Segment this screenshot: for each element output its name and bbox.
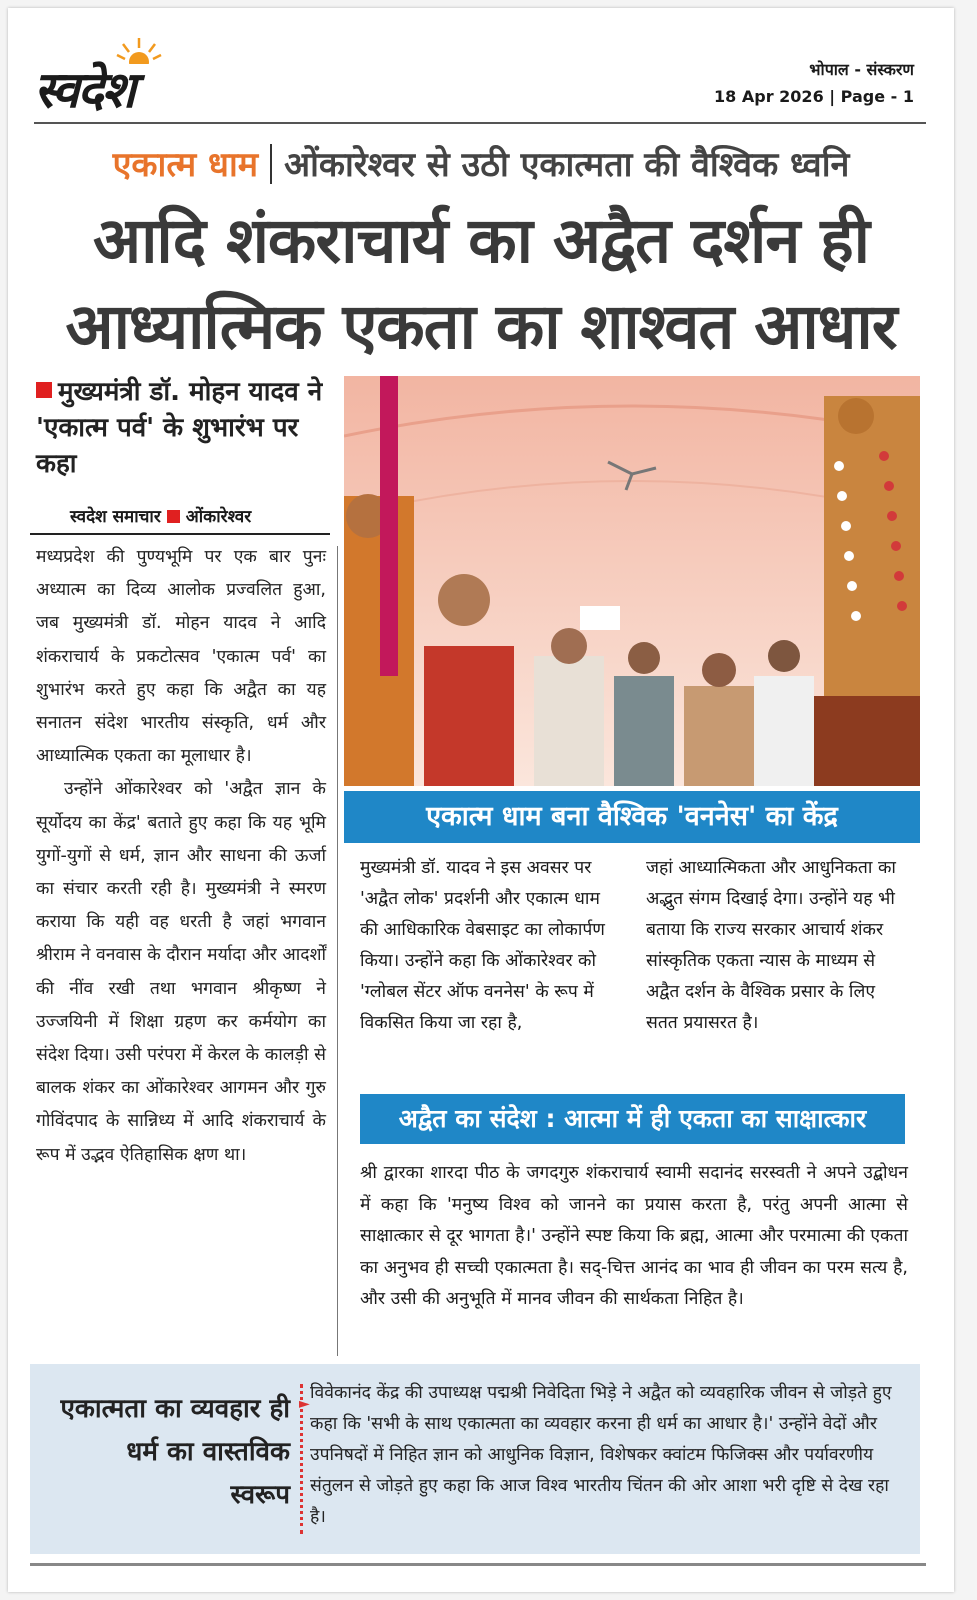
headline-line-1: आदि शंकराचार्य का अद्वैत दर्शन ही <box>93 204 869 277</box>
paragraph: उन्होंने ओंकारेश्वर को 'अद्वैत ज्ञान के सूर्योदय का केंद्र' बताते हुए कहा कि यह भूमि युगों-युगों से धर्म, ज्ञान और साधना की ऊर्जा का संचार करती रही है। मुख्यमंत्री ने स्मरण कराया कि यही वह धरती है जहां भगवान श्रीराम ने वनवास के दौरान मर्यादा और आदर्शों की नींव रखी तथा भगवान श्रीकृष्ण ने उज्जयिनी में शिक्षा ग्रहण कर कर्मयोग का संदेश दिया। उसी परंपरा में केरल के कालड़ी से बालक शंकर का ओंकारेश्वर आगमन और गुरु गोविंदपाद के सान्निध्य में आदि शंकराचार्य के रूप में उद्भव ऐतिहासिक क्षण था। <box>36 779 326 1165</box>
byline-source: स्वदेश समाचार <box>70 507 161 527</box>
headline <box>28 198 934 370</box>
bullet-square-icon <box>36 382 52 398</box>
page-bottom-rule <box>30 1563 926 1566</box>
kicker-label: एकात्म धाम <box>112 145 259 185</box>
section-heading-oneness: एकात्म धाम बना वैश्विक 'वननेस' का केंद्र <box>344 791 920 843</box>
article-body-left <box>30 541 330 1172</box>
masthead <box>8 8 954 119</box>
deck <box>30 374 330 482</box>
kicker-separator <box>270 144 272 184</box>
highlight-box <box>30 1364 920 1554</box>
section-advaita-body: श्री द्वारका शारदा पीठ के जगदगुरु शंकराचार्य स्वामी सदानंद सरस्वती ने अपने उद्बोधन में कहा कि 'मनुष्य विश्व को जानने का प्रयास करता है, परंतु अपनी आत्मा से साक्षात्कार से दूर भागता है।' उन्होंने स्पष्ट किया कि ब्रह्म, आत्मा और परमात्मा की एकता का अनुभव ही सच्ची एकात्मता है। सद्-चित्त आनंद का भाव ही जीवन का परम सत्य है, और उसी की अनुभूति में मानव जीवन की सार्थकता निहित है। <box>360 1163 908 1309</box>
paragraph: मध्यप्रदेश की पुण्यभूमि पर एक बार पुनः अध्यात्म का दिव्य आलोक प्रज्वलित हुआ, जब मुख्यमंत्री डॉ. मोहन यादव ने आदि शंकराचार्य के प्रकटोत्सव 'एकात्म पर्व' का शुभारंभ करते हुए कहा कि अद्वैत का यह सनातन संदेश भारतीय संस्कृति, धर्म और आध्यात्मिक एकता का मूलाधार है। <box>36 547 326 767</box>
deck-text: मुख्यमंत्री डॉ. मोहन यादव ने 'एकात्म पर्व' के शुभारंभ पर कहा <box>36 377 323 479</box>
paragraph: मुख्यमंत्री डॉ. यादव ने इस अवसर पर 'अद्वैत लोक' प्रदर्शनी और एकात्म धाम की आधिकारिक वेबसाइट का लोकार्पण किया। उन्होंने कहा कि ओंकारेश्वर को 'ग्लोबल सेंटर ऑफ वननेस' के रूप में विकसित किया जा रहा है, <box>360 858 605 1033</box>
arrow-icon: ► <box>299 1396 310 1412</box>
highlight-title: एकात्मता का व्यवहार ही धर्म का वास्तविक स्वरूप <box>60 1394 290 1510</box>
headline-line-2: आध्यात्मिक एकता का शाश्वत आधार <box>65 290 897 363</box>
paragraph: जहां आध्यात्मिकता और आधुनिकता का अद्भुत संगम दिखाई देगा। उन्होंने यह भी बताया कि राज्य सरकार आचार्य शंकर सांस्कृतिक एकता न्यास के माध्यम से अद्वैत दर्शन के वैश्विक प्रसार के लिए सतत प्रयासरत है। <box>646 858 896 1033</box>
newspaper-page <box>8 8 954 1592</box>
column-divider <box>337 546 338 1356</box>
section-heading-advaita: अद्वैत का संदेश : आत्मा में ही एकता का साक्षात्कार <box>360 1094 905 1144</box>
edition-info <box>714 56 914 110</box>
masthead-divider <box>34 122 926 124</box>
kicker-text: ओंकारेश्वर से उठी एकात्मता की वैश्विक ध्वनि <box>284 145 850 185</box>
logo <box>34 36 234 119</box>
highlight-body: विवेकानंद केंद्र की उपाध्यक्ष पद्मश्री निवेदिता भिड़े ने अद्वैत को व्यवहारिक जीवन से जोड़ते हुए कहा कि 'सभी के साथ एकात्मता का व्यवहार करना ही धर्म का आधार है।' उन्होंने वेदों और उपनिषदों में निहित ज्ञान को आधुनिक विज्ञान, विशेषकर क्वांटम फिजिक्स और पर्यावरणीय संतुलन से जोड़ते हुए कहा कि आज विश्व भारतीय चिंतन की ओर आशा भरी दृष्टि से देख रहा है। <box>310 1383 892 1527</box>
byline <box>30 498 330 535</box>
left-column <box>30 374 330 1172</box>
byline-place: ओंकारेश्वर <box>185 507 252 527</box>
kicker <box>8 140 954 192</box>
date-page: 18 Apr 2026 | Page - 1 <box>714 87 914 106</box>
photo-illustration <box>344 376 920 786</box>
logo-text: स्वदेश <box>34 60 134 119</box>
edition-name: भोपाल - संस्करण <box>809 60 914 79</box>
news-photo <box>344 376 920 786</box>
bullet-square-icon <box>167 510 180 523</box>
